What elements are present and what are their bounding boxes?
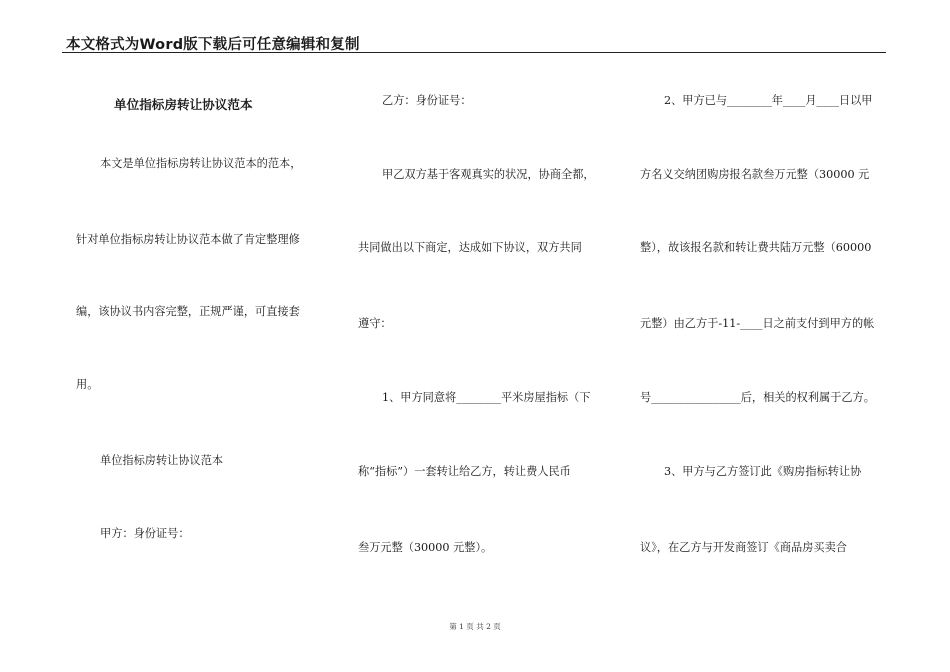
paragraph-line: 方名义交纳团购房报名款叁万元整（30000 元 [640, 168, 870, 181]
paragraph-line: 乙方：身份证号： [382, 94, 472, 107]
paragraph-line: 号________________后，相关的权利属于乙方。 [640, 391, 875, 404]
paragraph-line: 叁万元整（30000 元整）。 [358, 541, 493, 554]
paragraph-line: 3、甲方与乙方签订此《购房指标转让协 [664, 465, 862, 478]
paragraph-line: 遵守： [358, 317, 392, 330]
paragraph-line: 1、甲方同意将________平米房屋指标（下 [382, 391, 591, 404]
paragraph-line: 单位指标房转让协议范本 [100, 454, 224, 467]
paragraph-line: 称“指标”）一套转让给乙方，转让费人民币 [358, 465, 571, 478]
paragraph-line: 用。 [76, 378, 99, 391]
paragraph-line: 元整）由乙方于-11-____日之前支付到甲方的帐 [640, 317, 875, 330]
paragraph-line: 本文是单位指标房转让协议范本的范本， [100, 157, 302, 170]
paragraph-line: 编，该协议书内容完整，正规严谨，可直接套 [76, 305, 300, 318]
paragraph-line: 针对单位指标房转让协议范本做了肯定整理修 [76, 233, 300, 246]
paragraph-line: 甲乙双方基于客观真实的状况，协商全都， [382, 168, 595, 181]
paragraph-line: 议》，在乙方与开发商签订《商品房买卖合 [640, 541, 847, 554]
paragraph-line: 2、甲方已与________年____月____日以甲 [664, 94, 873, 107]
header-divider [62, 52, 886, 53]
paragraph-line: 整），故该报名款和转让费共陆万元整（60000 [640, 241, 872, 254]
header-title: 本文格式为Word版下载后可任意编辑和复制 [66, 37, 360, 53]
paragraph-line: 甲方：身份证号： [100, 527, 190, 540]
page-number: 第 1 页 共 2 页 [449, 622, 501, 631]
document-title: 单位指标房转让协议范本 [114, 97, 253, 112]
paragraph-line: 共同做出以下商定，达成如下协议，双方共同 [358, 241, 582, 254]
